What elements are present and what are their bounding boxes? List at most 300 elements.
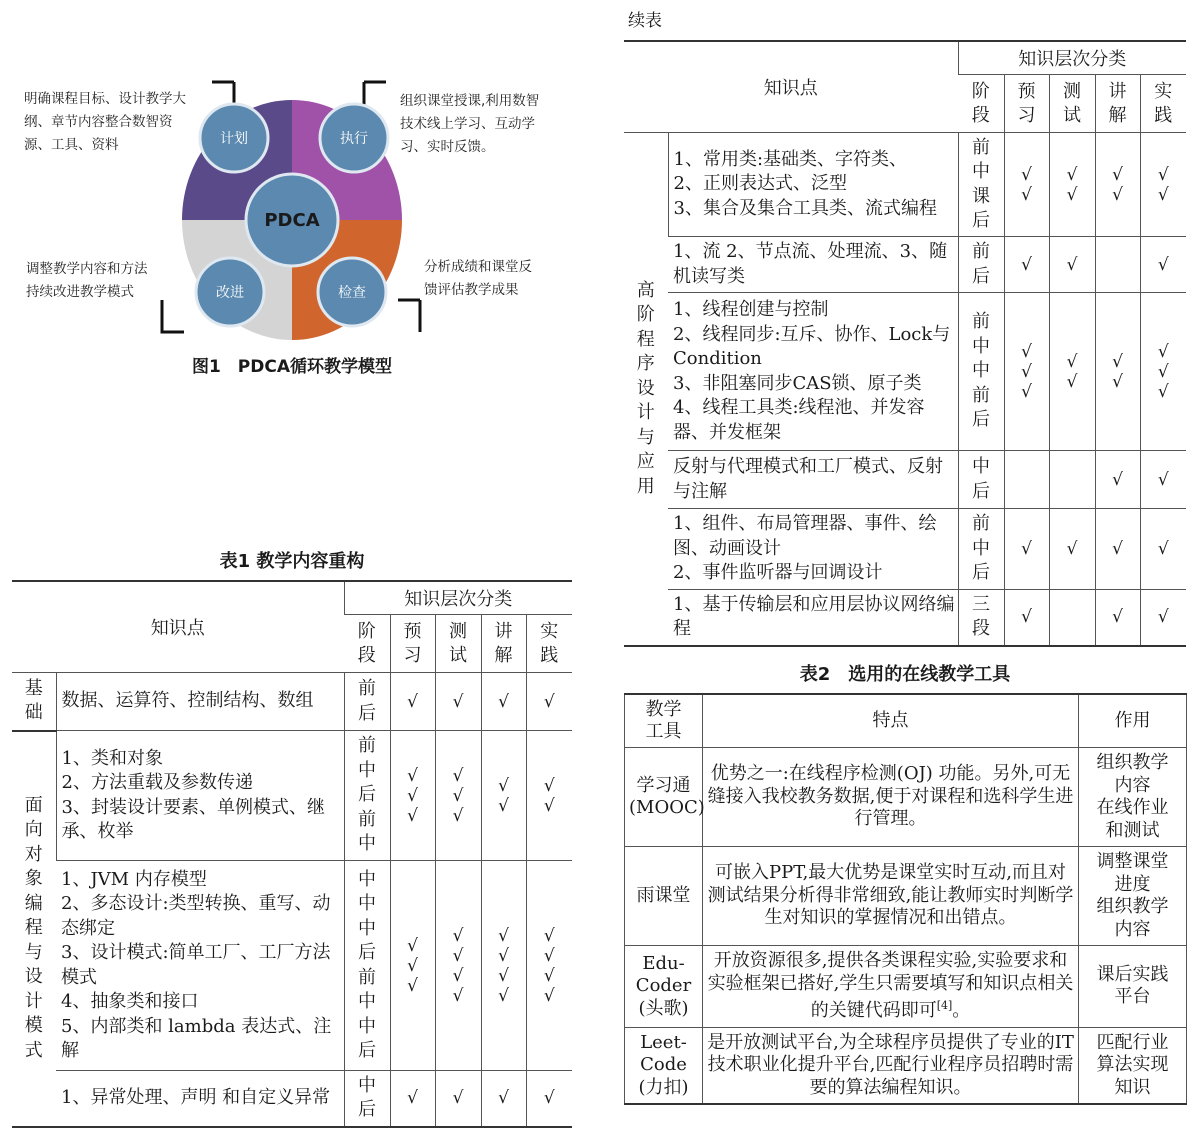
check-mark: √	[1157, 381, 1169, 402]
check-mark: √	[407, 955, 418, 976]
stage-char: 后	[972, 409, 990, 431]
stage-char: 中	[358, 868, 376, 890]
continued-label: 续表	[628, 11, 662, 31]
test-check-cell	[435, 1071, 481, 1127]
plan-note	[24, 88, 234, 157]
stage-char: 中	[972, 360, 990, 382]
stage-char: 三	[972, 593, 990, 615]
check-mark: √	[543, 1088, 555, 1109]
feature-text-end: 。	[952, 1000, 971, 1021]
check-mark: √	[452, 1088, 464, 1109]
prac-check-cell	[1140, 509, 1186, 590]
check-mark: √	[1157, 469, 1169, 490]
stage-char: 前	[358, 678, 376, 699]
table-row	[625, 847, 1187, 946]
right-column	[624, 0, 1186, 1144]
knowledge-point-cell	[668, 451, 958, 509]
t2-header-tool-line: 工具	[645, 721, 682, 742]
role-cell	[1079, 847, 1187, 946]
stage-cell	[344, 1071, 390, 1127]
test-check-cell	[435, 861, 481, 1071]
t1c-header-pre-text: 预习	[1017, 80, 1036, 126]
t1-header-cls: 知识层次分类	[344, 581, 572, 615]
check-mark: √	[1021, 361, 1032, 382]
stage-cell	[344, 673, 390, 731]
tool-cell	[625, 748, 703, 847]
role-cell	[1079, 1027, 1187, 1104]
t1c-header-prac	[1140, 75, 1186, 133]
knowledge-point-line: 1、流 2、节点流、处理流、3、随机读写类	[673, 241, 948, 287]
stage-char: 前	[358, 966, 376, 988]
prac-check-cell	[1140, 293, 1186, 451]
stage-char: 中	[358, 893, 376, 914]
table1	[12, 580, 572, 1128]
knowledge-point-cell	[56, 861, 344, 1071]
check-mark: √	[498, 945, 509, 966]
role-line: 调整课堂	[1096, 851, 1169, 872]
table-row	[12, 1071, 572, 1127]
lec-check-cell	[1095, 293, 1140, 451]
role-line: 课后实践	[1096, 963, 1169, 985]
stage-char: 后	[972, 210, 990, 231]
table2-title: 表2 选用的在线教学工具	[799, 664, 1011, 685]
lec-check-cell	[1095, 237, 1140, 293]
test-check-cell	[1049, 451, 1095, 509]
knowledge-point-cell	[668, 237, 958, 293]
stage-char: 中	[358, 759, 376, 781]
feature-text: 可嵌入PPT,最大优势是课堂实时互动,而且对测试结果分析得非常细致,能让教师实时判断学生对知识的掌握情况和出错点。	[707, 862, 1074, 929]
stage-cell	[958, 451, 1004, 509]
check-mark: √	[1066, 538, 1078, 559]
table2-body	[625, 748, 1187, 1105]
group-name: 基础	[24, 677, 43, 724]
prac-check-cell	[1140, 237, 1186, 293]
t1-header-lec	[481, 615, 526, 673]
plan-note-line: 明确课程目标、设计教学大	[24, 91, 186, 107]
knowledge-point-cell	[668, 293, 958, 451]
t2-header-feature: 特点	[703, 694, 1079, 748]
feature-cell	[703, 946, 1079, 1028]
plan-node-label: 计划	[220, 131, 248, 147]
feature-text: 开放资源很多,提供各类课程实验,实验要求和实验框架已搭好,学生只需要填写和知识点相关的关键代码即可	[707, 950, 1074, 1021]
knowledge-point-cell	[668, 133, 958, 237]
knowledge-point-line: 3、设计模式:简单工厂、工厂方法模式	[61, 942, 331, 988]
knowledge-point-line: 2、正则表达式、泛型	[673, 173, 847, 195]
t1c-header-kp: 知识点	[624, 41, 958, 133]
test-check-cell	[1049, 237, 1095, 293]
act-note	[26, 258, 216, 304]
check-mark: √	[1066, 164, 1078, 185]
tool-name-line: (MOOC)	[629, 797, 705, 818]
test-check-cell	[1049, 133, 1095, 237]
knowledge-point-line: 2、线程同步:互斥、协作、Lock与Condition	[673, 323, 951, 369]
prac-check-cell	[1140, 451, 1186, 509]
knowledge-point-line: 1、异常处理、声明 和自定义异常	[61, 1087, 331, 1108]
plan-note-line: 纲、章节内容整合数智资	[24, 114, 173, 130]
check-mark: √	[407, 785, 418, 806]
check-mark: √	[1157, 254, 1169, 275]
table-row	[625, 1027, 1187, 1104]
table-row	[624, 293, 1186, 451]
check-mark: √	[1066, 371, 1078, 392]
tool-cell	[625, 847, 703, 946]
do-note	[400, 90, 570, 159]
check-mark: √	[1157, 341, 1169, 362]
check-mark: √	[1021, 164, 1032, 185]
stage-char: 课	[972, 185, 990, 207]
check-mark: √	[407, 935, 418, 956]
table1-continued	[624, 40, 1186, 647]
stage-char: 前	[972, 311, 990, 333]
check-mark: √	[1112, 607, 1123, 627]
check-mark: √	[1021, 184, 1032, 205]
t1c-header-test-text: 测试	[1063, 80, 1081, 126]
role-line: 算法实现	[1096, 1054, 1169, 1075]
role-line: 内容	[1114, 918, 1151, 940]
table1-title: 表1 教学内容重构	[219, 551, 365, 572]
t1-header-pre	[390, 615, 435, 673]
t1c-header-prac-text: 实践	[1154, 80, 1173, 126]
check-mark: √	[452, 945, 464, 966]
check-mark: √	[543, 775, 555, 796]
t1-header-stage	[344, 615, 390, 673]
stage-char: 中	[358, 1074, 376, 1096]
table-row	[625, 748, 1187, 847]
check-mark: √	[1112, 371, 1123, 392]
stage-char: 中	[972, 456, 990, 477]
check-mark: √	[407, 765, 418, 786]
check-mark: √	[1112, 184, 1123, 205]
pre-check-cell	[390, 731, 435, 861]
act-node-label: 改进	[216, 285, 244, 301]
check-mark: √	[1112, 538, 1123, 559]
stage-char: 后	[358, 702, 376, 724]
stage-char: 后	[972, 480, 990, 502]
knowledge-point-cell	[668, 509, 958, 590]
check-mark: √	[1157, 164, 1169, 185]
test-check-cell	[1049, 509, 1095, 590]
stage-char: 后	[358, 784, 376, 806]
table-row	[625, 946, 1187, 1028]
check-mark: √	[1066, 351, 1078, 372]
check-mark: √	[498, 985, 509, 1006]
do-node-label: 执行	[340, 131, 368, 147]
t1-header-test	[435, 615, 481, 673]
check-mark: √	[498, 795, 509, 816]
role-line: 内容	[1114, 774, 1151, 796]
role-line: 在线作业	[1096, 797, 1169, 818]
tool-cell	[625, 946, 703, 1028]
check-mark: √	[407, 975, 418, 996]
knowledge-point-line: 4、抽象类和接口	[61, 991, 199, 1012]
feature-cell	[703, 847, 1079, 946]
check-mark: √	[407, 805, 418, 826]
stage-cell	[958, 293, 1004, 451]
check-mark: √	[452, 785, 464, 806]
check-mark: √	[452, 805, 464, 826]
knowledge-point-line: 3、集合及集合工具类、流式编程	[673, 197, 937, 219]
pre-check-cell	[1004, 133, 1049, 237]
knowledge-point-cell	[668, 589, 958, 646]
lec-check-cell	[1095, 451, 1140, 509]
check-note-line: 馈评估教学成果	[424, 282, 519, 298]
stage-cell	[958, 237, 1004, 293]
check-mark: √	[452, 985, 464, 1006]
lec-check-cell	[481, 673, 526, 731]
table-row	[12, 861, 572, 1071]
lec-check-cell	[1095, 589, 1140, 646]
knowledge-point-line: 1、线程创建与控制	[673, 299, 829, 320]
group-cell	[12, 731, 56, 1127]
stage-cell	[344, 861, 390, 1071]
knowledge-point-line: 5、内部类和 lambda 表达式、注解	[61, 1015, 332, 1061]
table1-continued-body	[624, 133, 1186, 646]
role-line: 和测试	[1105, 819, 1160, 841]
stage-char: 段	[972, 618, 990, 639]
group-name: 高阶程序设计与应用	[636, 279, 655, 497]
prac-check-cell	[526, 861, 572, 1071]
pre-check-cell	[1004, 589, 1049, 646]
check-mark: √	[1157, 184, 1169, 205]
check-mark: √	[407, 1088, 418, 1109]
stage-cell	[958, 509, 1004, 590]
feature-text: 优势之一:在线程序检测(OJ) 功能。另外,可无缝接入我校教务数据,便于对课程和选科学生进行管理。	[707, 763, 1074, 830]
check-mark: √	[543, 925, 555, 946]
check-mark: √	[1021, 254, 1032, 275]
t1-header-pre-text: 预习	[403, 620, 422, 666]
stage-char: 后	[972, 562, 990, 583]
prac-check-cell	[1140, 589, 1186, 646]
test-check-cell	[1049, 589, 1095, 646]
stage-char: 前	[358, 735, 376, 757]
stage-char: 前	[358, 808, 376, 830]
t1-header-prac-text: 实践	[540, 620, 559, 666]
t1-header-stage-text: 阶段	[357, 620, 376, 666]
pdca-center-label: PDCA	[264, 210, 320, 231]
lec-check-cell	[1095, 133, 1140, 237]
group-name: 面向对象编程与设计模式	[24, 794, 43, 1061]
stage-char: 前	[972, 513, 990, 534]
knowledge-point-cell	[56, 731, 344, 861]
t1c-header-stage-text: 阶段	[971, 80, 990, 126]
tool-name-line: (力扣)	[638, 1076, 689, 1098]
pre-check-cell	[390, 673, 435, 731]
t1-header-test-text: 测试	[449, 620, 467, 666]
feature-cell	[703, 1027, 1079, 1104]
check-mark: √	[452, 925, 464, 946]
table-row	[12, 731, 572, 861]
prac-check-cell	[1140, 133, 1186, 237]
stage-char: 中	[972, 537, 990, 559]
t1-header-prac	[526, 615, 572, 673]
act-bracket	[162, 300, 184, 332]
stage-char: 前	[972, 136, 990, 158]
stage-char: 后	[358, 942, 376, 963]
knowledge-point-line: 反射与代理模式和工厂模式、反射与注解	[673, 456, 943, 502]
check-mark: √	[543, 985, 555, 1006]
do-note-line: 习、实时反馈。	[400, 139, 495, 155]
stage-char: 后	[358, 1099, 376, 1121]
tool-name-line: 学习通	[636, 774, 691, 796]
table-row	[624, 589, 1186, 646]
t1-header-kp: 知识点	[12, 581, 344, 673]
act-note-line: 调整教学内容和方法	[26, 261, 148, 277]
group-cell	[12, 673, 56, 731]
table-row	[624, 509, 1186, 590]
role-line: 进度	[1114, 873, 1151, 895]
check-mark: √	[452, 765, 464, 786]
t1-header-lec-text: 讲解	[494, 620, 513, 666]
check-mark: √	[1021, 381, 1032, 402]
table1-body	[12, 673, 572, 1127]
group-cell	[624, 133, 668, 646]
check-mark: √	[543, 945, 555, 966]
check-mark: √	[543, 795, 555, 816]
tool-name-line: Edu-	[642, 952, 685, 974]
lec-check-cell	[1095, 509, 1140, 590]
t1c-header-lec-text: 讲解	[1108, 80, 1127, 126]
lec-check-cell	[481, 1071, 526, 1127]
stage-char: 中	[358, 917, 376, 939]
table2	[624, 693, 1187, 1105]
check-mark: √	[498, 965, 509, 986]
knowledge-point-line: 数据、运算符、控制结构、数组	[61, 690, 314, 712]
t2-header-tool	[625, 694, 703, 748]
check-mark: √	[1021, 538, 1032, 559]
knowledge-point-line: 2、方法重载及参数传递	[61, 772, 253, 793]
check-mark: √	[1157, 607, 1169, 627]
check-mark: √	[1112, 351, 1123, 372]
stage-char: 中	[358, 1015, 376, 1037]
left-column	[12, 0, 572, 1144]
knowledge-point-cell	[56, 673, 344, 731]
stage-char: 中	[358, 833, 376, 855]
check-node-label: 检查	[338, 285, 366, 301]
prac-check-cell	[526, 1071, 572, 1127]
check-mark: √	[1021, 341, 1032, 362]
role-line: 平台	[1114, 986, 1151, 1008]
figure-caption: 图1 PDCA循环教学模型	[191, 357, 393, 377]
stage-cell	[344, 731, 390, 861]
knowledge-point-line: 3、封装设计要素、单例模式、继承、枚举	[61, 796, 325, 842]
t1c-header-cls: 知识层次分类	[958, 41, 1186, 75]
check-mark: √	[1021, 607, 1032, 627]
pre-check-cell	[390, 861, 435, 1071]
pre-check-cell	[390, 1071, 435, 1127]
table2-wrap	[624, 693, 1186, 1105]
pre-check-cell	[1004, 237, 1049, 293]
check-note	[424, 256, 570, 302]
stage-char: 中	[972, 335, 990, 357]
table-row	[624, 237, 1186, 293]
pre-check-cell	[1004, 509, 1049, 590]
t1c-header-lec	[1095, 75, 1140, 133]
knowledge-point-cell	[56, 1071, 344, 1127]
test-check-cell	[1049, 293, 1095, 451]
stage-char: 前	[972, 384, 990, 406]
check-mark: √	[1157, 538, 1169, 559]
lec-check-cell	[481, 861, 526, 1071]
check-note-line: 分析成绩和课堂反	[424, 259, 532, 275]
plan-note-line: 源、工具、资料	[24, 137, 119, 153]
check-mark: √	[452, 965, 464, 986]
pre-check-cell	[1004, 293, 1049, 451]
stage-char: 后	[358, 1040, 376, 1061]
check-mark: √	[543, 965, 555, 986]
stage-char: 后	[972, 265, 990, 287]
tool-name-line: Leet-	[640, 1031, 687, 1053]
check-mark: √	[498, 775, 509, 796]
t1c-header-test	[1049, 75, 1095, 133]
t1c-header-stage	[958, 75, 1004, 133]
knowledge-point-line: 3、非阻塞同步CAS锁、原子类	[673, 372, 922, 394]
stage-char: 中	[358, 991, 376, 1012]
role-cell	[1079, 946, 1187, 1028]
knowledge-point-line: 4、线程工具类:线程池、并发容器、并发框架	[673, 397, 925, 443]
table-row	[624, 133, 1186, 237]
prac-check-cell	[526, 673, 572, 731]
check-mark: √	[498, 925, 509, 946]
do-note-line: 技术线上学习、互动学	[400, 116, 535, 132]
table-row	[12, 673, 572, 731]
knowledge-point-line: 2、事件监听器与回调设计	[673, 562, 883, 583]
knowledge-point-line: 2、多态设计:类型转换、重写、动态绑定	[61, 893, 331, 939]
prac-check-cell	[526, 731, 572, 861]
tool-name-line: Coder	[635, 975, 692, 996]
feature-cell	[703, 748, 1079, 847]
tool-name-line: 雨课堂	[636, 884, 691, 906]
stage-cell	[958, 589, 1004, 646]
t1c-header-pre	[1004, 75, 1049, 133]
stage-char: 中	[972, 161, 990, 182]
knowledge-point-line: 1、JVM 内存模型	[61, 868, 207, 890]
citation-ref: [4]	[936, 999, 953, 1012]
knowledge-point-line: 1、常用类:基础类、字符类、	[673, 148, 908, 170]
tool-name-line: (头歌)	[638, 997, 689, 1019]
check-mark: √	[498, 691, 509, 712]
check-mark: √	[498, 1088, 509, 1109]
table1-cont-wrap	[624, 40, 1186, 647]
pdca-figure	[12, 70, 572, 390]
role-line: 组织教学	[1096, 752, 1169, 773]
check-mark: √	[1112, 469, 1123, 490]
check-mark: √	[1157, 361, 1169, 382]
act-note-line: 持续改进教学模式	[26, 284, 134, 300]
test-check-cell	[435, 673, 481, 731]
stage-cell	[958, 133, 1004, 237]
knowledge-point-line: 1、组件、布局管理器、事件、绘图、动画设计	[673, 513, 937, 559]
do-note-line: 组织课堂授课,利用数智	[400, 93, 540, 109]
tool-name-line: Code	[640, 1054, 687, 1075]
table1-wrap	[12, 580, 572, 1128]
check-mark: √	[1066, 254, 1078, 275]
pre-check-cell	[1004, 451, 1049, 509]
role-line: 知识	[1114, 1076, 1151, 1098]
t2-header-tool-line: 教学	[645, 699, 682, 720]
role-line: 匹配行业	[1096, 1031, 1169, 1053]
check-mark: √	[1112, 164, 1123, 185]
check-mark: √	[407, 691, 418, 712]
role-line: 组织教学	[1096, 896, 1169, 917]
knowledge-point-line: 1、类和对象	[61, 747, 163, 769]
check-mark: √	[452, 691, 464, 712]
check-mark: √	[543, 691, 555, 712]
stage-char: 前	[972, 241, 990, 262]
check-mark: √	[1066, 184, 1078, 205]
table-row	[624, 451, 1186, 509]
lec-check-cell	[481, 731, 526, 861]
tool-cell	[625, 1027, 703, 1104]
